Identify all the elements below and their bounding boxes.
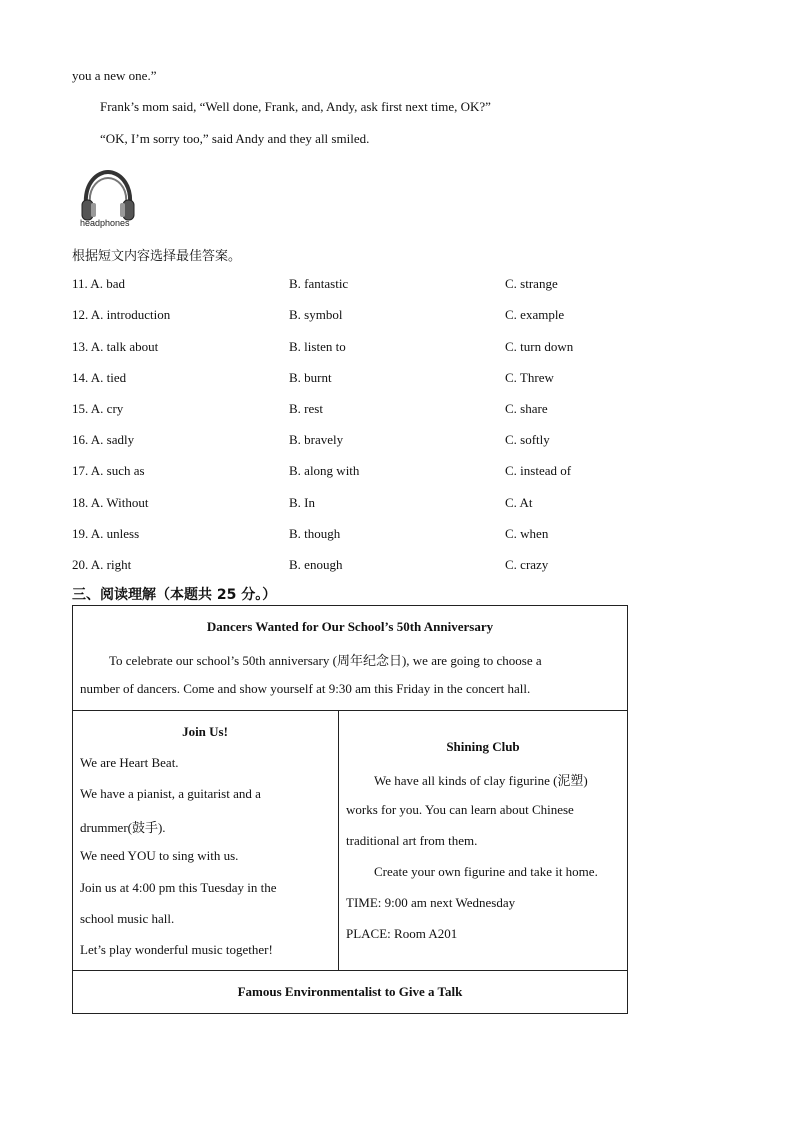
table-divider xyxy=(72,970,628,971)
ad-text: school music hall. xyxy=(80,911,175,926)
ad-title: Join Us! xyxy=(182,724,228,739)
option-a: 14. A. tied xyxy=(72,370,127,385)
ad-title: Dancers Wanted for Our School’s 50th Anniversary xyxy=(206,619,494,634)
option-a: 19. A. unless xyxy=(72,526,140,541)
story-line: you a new one.” xyxy=(72,68,157,83)
ad-text: Let’s play wonderful music together! xyxy=(80,942,273,957)
ad-text: works for you. You can learn about Chinese xyxy=(346,802,574,817)
ad-text: We need YOU to sing with us. xyxy=(80,848,239,863)
ad-text: number of dancers. Come and show yourself at 9:30 am this Friday in the concert hall. xyxy=(80,681,531,696)
option-b: B. listen to xyxy=(289,339,346,354)
option-c: C. Threw xyxy=(505,370,554,385)
option-c: C. At xyxy=(505,495,533,510)
option-b: B. fantastic xyxy=(289,276,349,291)
ad-text: PLACE: Room A201 xyxy=(346,926,458,941)
option-a: 17. A. such as xyxy=(72,463,145,478)
option-c: C. when xyxy=(505,526,549,541)
ad-text: traditional art from them. xyxy=(346,833,478,848)
image-caption: headphones xyxy=(80,218,130,228)
option-b: B. In xyxy=(289,495,315,510)
option-c: C. strange xyxy=(505,276,558,291)
ad-text: To celebrate our school’s 50th anniversary (周年纪念日), we are going to choose a xyxy=(109,653,542,668)
option-a: 13. A. talk about xyxy=(72,339,159,354)
option-b: B. though xyxy=(289,526,341,541)
option-a: 16. A. sadly xyxy=(72,432,135,447)
option-c: C. softly xyxy=(505,432,550,447)
option-b: B. rest xyxy=(289,401,323,416)
option-c: C. example xyxy=(505,307,565,322)
ad-text: We have all kinds of clay figurine (泥塑) xyxy=(374,773,588,788)
option-b: B. bravely xyxy=(289,432,344,447)
ad-text: TIME: 9:00 am next Wednesday xyxy=(346,895,516,910)
ad-title: Famous Environmentalist to Give a Talk xyxy=(237,984,463,999)
option-a: 12. A. introduction xyxy=(72,307,171,322)
option-a: 18. A. Without xyxy=(72,495,149,510)
ad-title: Shining Club xyxy=(446,739,520,754)
table-divider xyxy=(72,710,628,711)
option-c: C. instead of xyxy=(505,463,572,478)
option-c: C. turn down xyxy=(505,339,574,354)
option-a: 15. A. cry xyxy=(72,401,124,416)
option-c: C. crazy xyxy=(505,557,549,572)
option-b: B. burnt xyxy=(289,370,332,385)
option-b: B. along with xyxy=(289,463,360,478)
instruction: 根据短文内容选择最佳答案。 xyxy=(72,249,242,264)
option-a: 20. A. right xyxy=(72,557,132,572)
ad-text: Create your own figurine and take it home. xyxy=(374,864,598,879)
option-b: B. enough xyxy=(289,557,343,572)
ad-text: drummer(鼓手). xyxy=(80,820,166,835)
ad-text: We are Heart Beat. xyxy=(80,755,179,770)
ad-text: Join us at 4:00 pm this Tuesday in the xyxy=(80,880,277,895)
option-a: 11. A. bad xyxy=(72,276,125,291)
story-line: Frank’s mom said, “Well done, Frank, and, Andy, ask first next time, OK?” xyxy=(100,99,491,114)
ad-text: We have a pianist, a guitarist and a xyxy=(80,786,261,801)
option-b: B. symbol xyxy=(289,307,343,322)
option-c: C. share xyxy=(505,401,548,416)
section-title: 三、阅读理解（本题共 25 分。） xyxy=(72,587,277,603)
story-line: “OK, I’m sorry too,” said Andy and they all smiled. xyxy=(100,131,370,146)
